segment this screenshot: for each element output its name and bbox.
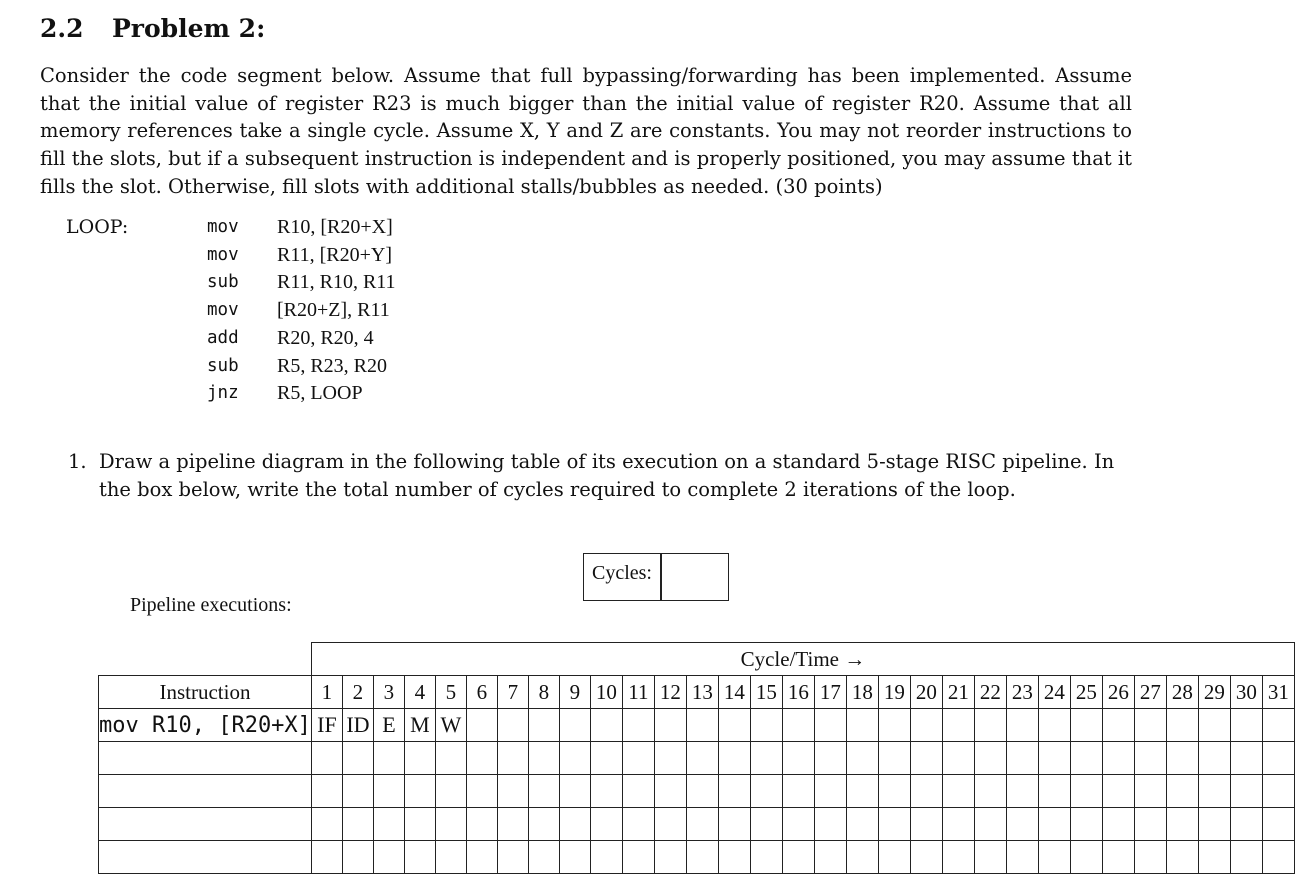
- code-opcode: mov: [207, 217, 239, 237]
- stage-cell[interactable]: [559, 709, 590, 742]
- stage-cell[interactable]: [814, 841, 846, 874]
- stage-cell[interactable]: [718, 841, 750, 874]
- stage-cell[interactable]: [846, 709, 878, 742]
- stage-cell[interactable]: [590, 841, 622, 874]
- stage-cell[interactable]: [1038, 742, 1070, 775]
- stage-cell[interactable]: [497, 808, 528, 841]
- stage-cell[interactable]: [750, 808, 782, 841]
- cycle-number: 2: [342, 676, 373, 709]
- stage-cell[interactable]: [559, 742, 590, 775]
- pipeline-row: [99, 709, 1295, 742]
- stage-cell[interactable]: [878, 742, 910, 775]
- stage-cell[interactable]: [846, 775, 878, 808]
- stage-cell[interactable]: [311, 775, 342, 808]
- cycle-number: 9: [559, 676, 590, 709]
- section-title: Problem 2:: [112, 14, 266, 43]
- stage-cell[interactable]: [814, 709, 846, 742]
- instruction-cell[interactable]: [99, 841, 312, 874]
- cycles-label: Cycles:: [584, 554, 662, 600]
- stage-cell[interactable]: [466, 742, 497, 775]
- cycle-number: 12: [654, 676, 686, 709]
- stage-cell[interactable]: [528, 808, 559, 841]
- stage-cell[interactable]: [974, 742, 1006, 775]
- stage-cell[interactable]: [878, 709, 910, 742]
- stage-cell[interactable]: [1134, 775, 1166, 808]
- cycle-number: 6: [466, 676, 497, 709]
- stage-cell[interactable]: [1006, 841, 1038, 874]
- cycle-number: 18: [846, 676, 878, 709]
- code-operands: R5, LOOP: [277, 382, 363, 405]
- code-line: [207, 297, 396, 325]
- instruction-cell[interactable]: [99, 742, 312, 775]
- code-line: [207, 269, 396, 297]
- stage-cell[interactable]: IF: [311, 709, 342, 742]
- stage-cell[interactable]: [1262, 775, 1294, 808]
- cycle-number: 14: [718, 676, 750, 709]
- section-heading: [40, 14, 265, 43]
- stage-cell[interactable]: [1102, 841, 1134, 874]
- stage-cell[interactable]: [622, 808, 654, 841]
- stage-cell[interactable]: [942, 775, 974, 808]
- stage-cell[interactable]: [342, 808, 373, 841]
- stage-cell[interactable]: [814, 775, 846, 808]
- instruction-header: Instruction: [99, 676, 312, 709]
- stage-cell[interactable]: [1134, 742, 1166, 775]
- stage-cell[interactable]: [846, 841, 878, 874]
- cycle-number: 15: [750, 676, 782, 709]
- stage-cell[interactable]: [910, 808, 942, 841]
- stage-cell[interactable]: [1166, 742, 1198, 775]
- stage-cell[interactable]: [1102, 742, 1134, 775]
- stage-cell[interactable]: [622, 709, 654, 742]
- stage-cell[interactable]: W: [435, 709, 466, 742]
- stage-cell[interactable]: [1006, 775, 1038, 808]
- stage-cell[interactable]: [1038, 841, 1070, 874]
- stage-cell[interactable]: [311, 742, 342, 775]
- section-number: 2.2: [40, 14, 84, 43]
- code-opcode: mov: [207, 300, 239, 321]
- cycle-number: 28: [1166, 676, 1198, 709]
- stage-cell[interactable]: [910, 742, 942, 775]
- stage-cell[interactable]: [910, 841, 942, 874]
- stage-cell[interactable]: [373, 742, 404, 775]
- stage-cell[interactable]: [1102, 775, 1134, 808]
- stage-cell[interactable]: [686, 808, 718, 841]
- stage-cell[interactable]: [974, 841, 1006, 874]
- stage-cell[interactable]: [528, 742, 559, 775]
- cycle-number: 5: [435, 676, 466, 709]
- stage-cell[interactable]: [1134, 808, 1166, 841]
- stage-cell[interactable]: [654, 709, 686, 742]
- stage-cell[interactable]: [1230, 841, 1262, 874]
- cycle-number: 27: [1134, 676, 1166, 709]
- stage-cell[interactable]: [718, 742, 750, 775]
- code-operands: R11, [R20+Y]: [277, 243, 392, 266]
- stage-cell[interactable]: [1038, 775, 1070, 808]
- cycle-number: 21: [942, 676, 974, 709]
- code-operands: R5, R23, R20: [277, 354, 388, 377]
- cycle-number: 16: [782, 676, 814, 709]
- stage-cell[interactable]: [622, 742, 654, 775]
- cycle-number: 22: [974, 676, 1006, 709]
- pipeline-title: Pipeline executions:: [130, 594, 292, 616]
- stage-cell[interactable]: [342, 841, 373, 874]
- stage-cell[interactable]: [942, 709, 974, 742]
- stage-cell[interactable]: [750, 742, 782, 775]
- stage-cell[interactable]: [1038, 709, 1070, 742]
- stage-cell[interactable]: [1198, 775, 1230, 808]
- stage-cell[interactable]: [1198, 742, 1230, 775]
- stage-cell[interactable]: [590, 775, 622, 808]
- cycle-number: 13: [686, 676, 718, 709]
- code-operands: R20, R20, 4: [277, 326, 374, 349]
- stage-cell[interactable]: [622, 775, 654, 808]
- cycle-number: 4: [404, 676, 435, 709]
- stage-cell[interactable]: [466, 709, 497, 742]
- loop-label: LOOP:: [66, 216, 129, 238]
- code-opcode: add: [207, 327, 239, 348]
- code-line: [207, 380, 396, 408]
- stage-cell[interactable]: [686, 709, 718, 742]
- code-opcode: sub: [207, 355, 239, 376]
- stage-cell[interactable]: [782, 742, 814, 775]
- stage-cell[interactable]: [1262, 841, 1294, 874]
- cycle-number: 20: [910, 676, 942, 709]
- question-text: Draw a pipeline diagram in the following table of its execution on a standard 5-stage RISC pipeline. In the box below, write the total number of cycles required to complete 2 iterations of the loop.: [99, 450, 1115, 501]
- stage-cell[interactable]: M: [404, 709, 435, 742]
- cycle-number: 26: [1102, 676, 1134, 709]
- stage-cell[interactable]: [1166, 775, 1198, 808]
- cycle-time-header: Cycle/Time →: [311, 643, 1294, 676]
- stage-cell[interactable]: [373, 841, 404, 874]
- stage-cell[interactable]: [311, 808, 342, 841]
- cycle-number: 31: [1262, 676, 1294, 709]
- intro-paragraph: [40, 62, 1132, 201]
- stage-cell[interactable]: [404, 775, 435, 808]
- stage-cell[interactable]: [1102, 709, 1134, 742]
- stage-cell[interactable]: [528, 841, 559, 874]
- stage-cell[interactable]: [466, 775, 497, 808]
- stage-cell[interactable]: [559, 841, 590, 874]
- cycle-number: 25: [1070, 676, 1102, 709]
- stage-cell[interactable]: [1070, 742, 1102, 775]
- stage-cell[interactable]: [622, 841, 654, 874]
- stage-cell[interactable]: [404, 808, 435, 841]
- stage-cell[interactable]: [1198, 709, 1230, 742]
- stage-cell[interactable]: [782, 775, 814, 808]
- stage-cell[interactable]: [559, 775, 590, 808]
- stage-cell[interactable]: [590, 742, 622, 775]
- stage-cell[interactable]: ID: [342, 709, 373, 742]
- stage-cell[interactable]: [1230, 808, 1262, 841]
- cycle-number: 17: [814, 676, 846, 709]
- stage-cell[interactable]: [718, 775, 750, 808]
- stage-cell[interactable]: [590, 709, 622, 742]
- stage-cell[interactable]: [654, 841, 686, 874]
- stage-cell[interactable]: [974, 808, 1006, 841]
- stage-cell[interactable]: [782, 808, 814, 841]
- stage-cell[interactable]: [750, 841, 782, 874]
- stage-cell[interactable]: [1102, 808, 1134, 841]
- stage-cell[interactable]: [1230, 709, 1262, 742]
- cycle-number: 10: [590, 676, 622, 709]
- stage-cell[interactable]: [1038, 808, 1070, 841]
- cycle-number: 11: [622, 676, 654, 709]
- stage-cell[interactable]: [1070, 775, 1102, 808]
- instruction-cell[interactable]: mov R10, [R20+X]: [99, 709, 312, 742]
- cycle-number: 8: [528, 676, 559, 709]
- intro-text: Consider the code segment below. Assume that full bypassing/forwarding has been implemented. Assume that the initial value of register R23 is much bigger than the initial value of register R20. Assume that all memory references take a single cycle. Assume X, Y and Z are constants. You may not reorder instructions to fill the slots, but if a subsequent instruction is independent and is properly positioned, you may assume that it fills the slot. Otherwise, fill slots with additional stalls/bubbles as needed. (30 points): [40, 64, 1132, 198]
- stage-cell[interactable]: [654, 808, 686, 841]
- instruction-cell[interactable]: [99, 775, 312, 808]
- pipeline-row: [99, 841, 1295, 874]
- stage-cell[interactable]: [497, 775, 528, 808]
- stage-cell[interactable]: [686, 742, 718, 775]
- stage-cell[interactable]: [497, 742, 528, 775]
- stage-cell[interactable]: [435, 742, 466, 775]
- stage-cell[interactable]: [1166, 841, 1198, 874]
- stage-cell[interactable]: [1166, 709, 1198, 742]
- stage-cell[interactable]: [1262, 808, 1294, 841]
- stage-cell[interactable]: [342, 742, 373, 775]
- stage-cell[interactable]: [910, 709, 942, 742]
- code-line: [207, 242, 396, 270]
- stage-cell[interactable]: [654, 742, 686, 775]
- stage-cell[interactable]: [1166, 808, 1198, 841]
- stage-cell[interactable]: [1070, 841, 1102, 874]
- code-line: [207, 325, 396, 353]
- instruction-cell[interactable]: [99, 808, 312, 841]
- stage-cell[interactable]: [846, 808, 878, 841]
- cycle-number: 7: [497, 676, 528, 709]
- stage-cell[interactable]: [497, 709, 528, 742]
- pipeline-table: [98, 642, 1295, 874]
- cycle-number: 3: [373, 676, 404, 709]
- stage-cell[interactable]: [1262, 742, 1294, 775]
- stage-cell[interactable]: [878, 808, 910, 841]
- stage-cell[interactable]: [311, 841, 342, 874]
- stage-cell[interactable]: [1006, 709, 1038, 742]
- code-opcode: jnz: [207, 383, 239, 404]
- stage-cell[interactable]: E: [373, 709, 404, 742]
- stage-cell[interactable]: [974, 709, 1006, 742]
- stage-cell[interactable]: [1230, 742, 1262, 775]
- code-block: [207, 214, 396, 408]
- stage-cell[interactable]: [942, 808, 974, 841]
- code-opcode: sub: [207, 272, 239, 293]
- stage-cell[interactable]: [878, 775, 910, 808]
- stage-cell[interactable]: [1006, 742, 1038, 775]
- stage-cell[interactable]: [750, 709, 782, 742]
- stage-cell[interactable]: [686, 841, 718, 874]
- cycle-number: 19: [878, 676, 910, 709]
- cycle-number: 30: [1230, 676, 1262, 709]
- code-operands: [R20+Z], R11: [277, 299, 390, 322]
- stage-cell[interactable]: [404, 841, 435, 874]
- stage-cell[interactable]: [559, 808, 590, 841]
- stage-cell[interactable]: [974, 775, 1006, 808]
- stage-cell[interactable]: [1198, 808, 1230, 841]
- stage-cell[interactable]: [814, 742, 846, 775]
- question-number: 1.: [68, 450, 87, 473]
- stage-cell[interactable]: [528, 709, 559, 742]
- stage-cell[interactable]: [373, 808, 404, 841]
- code-operands: R11, R10, R11: [277, 271, 396, 294]
- stage-cell[interactable]: [1262, 709, 1294, 742]
- question-1: [68, 448, 1138, 504]
- stage-cell[interactable]: [1198, 841, 1230, 874]
- stage-cell[interactable]: [466, 841, 497, 874]
- stage-cell[interactable]: [1134, 841, 1166, 874]
- pipeline-row: [99, 775, 1295, 808]
- stage-cell[interactable]: [404, 742, 435, 775]
- table-corner: [99, 643, 312, 676]
- stage-cell[interactable]: [942, 742, 974, 775]
- stage-cell[interactable]: [435, 775, 466, 808]
- code-line: [207, 214, 396, 242]
- stage-cell[interactable]: [718, 709, 750, 742]
- stage-cell[interactable]: [1230, 775, 1262, 808]
- stage-cell[interactable]: [782, 841, 814, 874]
- stage-cell[interactable]: [1070, 709, 1102, 742]
- stage-cell[interactable]: [528, 775, 559, 808]
- stage-cell[interactable]: [342, 775, 373, 808]
- stage-cell[interactable]: [718, 808, 750, 841]
- code-opcode: mov: [207, 244, 239, 265]
- stage-cell[interactable]: [686, 775, 718, 808]
- stage-cell[interactable]: [942, 841, 974, 874]
- cycle-number: 23: [1006, 676, 1038, 709]
- cycle-number: 1: [311, 676, 342, 709]
- stage-cell[interactable]: [373, 775, 404, 808]
- stage-cell[interactable]: [497, 841, 528, 874]
- cycles-answer-box: [583, 553, 729, 601]
- stage-cell[interactable]: [910, 775, 942, 808]
- stage-cell[interactable]: [466, 808, 497, 841]
- stage-cell[interactable]: [878, 841, 910, 874]
- stage-cell[interactable]: [1006, 808, 1038, 841]
- code-operands: R10, [R20+X]: [277, 216, 393, 238]
- cycles-input[interactable]: [662, 554, 728, 600]
- stage-cell[interactable]: [1134, 709, 1166, 742]
- pipeline-row: [99, 742, 1295, 775]
- stage-cell[interactable]: [782, 709, 814, 742]
- stage-cell[interactable]: [590, 808, 622, 841]
- stage-cell[interactable]: [1070, 808, 1102, 841]
- stage-cell[interactable]: [435, 841, 466, 874]
- code-line: [207, 353, 396, 381]
- stage-cell[interactable]: [814, 808, 846, 841]
- cycle-number: 29: [1198, 676, 1230, 709]
- cycle-number: 24: [1038, 676, 1070, 709]
- stage-cell[interactable]: [750, 775, 782, 808]
- stage-cell[interactable]: [435, 808, 466, 841]
- pipeline-row: [99, 808, 1295, 841]
- stage-cell[interactable]: [654, 775, 686, 808]
- stage-cell[interactable]: [846, 742, 878, 775]
